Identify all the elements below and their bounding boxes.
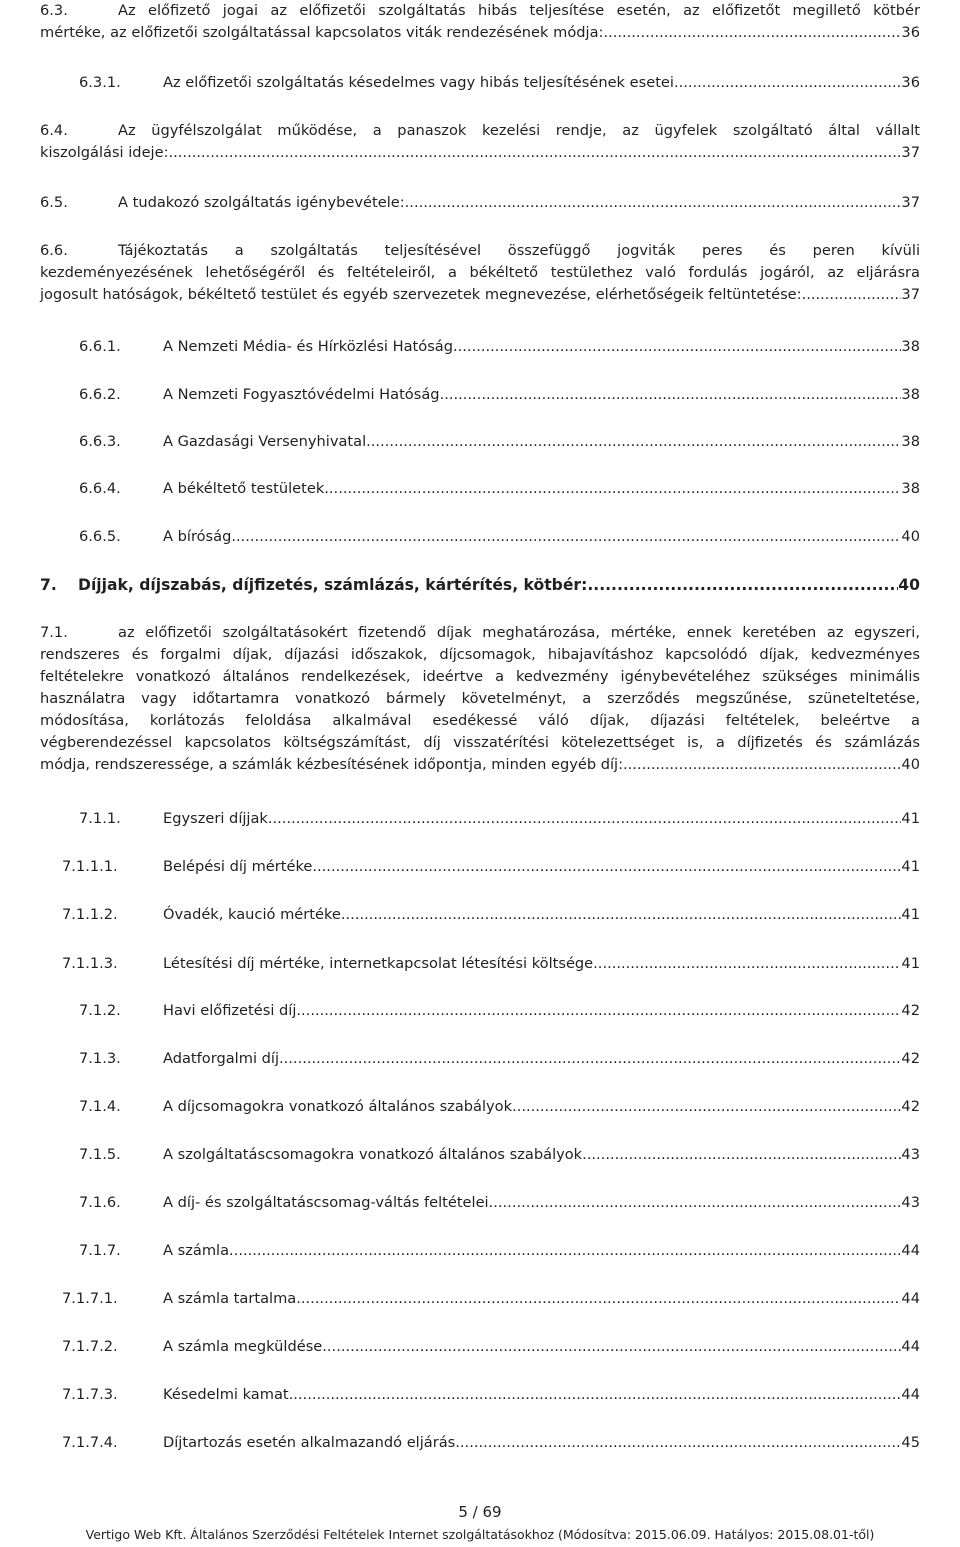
toc-number: 7.1.1.3. bbox=[62, 955, 118, 972]
toc-title: Tájékoztatás a szolgáltatás teljesítésével összefüggő jogviták peres és peren kívüli bbox=[118, 242, 920, 259]
toc-number: 6.6. bbox=[40, 242, 68, 259]
toc-title: A díjcsomagokra vonatkozó általános szabályok bbox=[163, 1098, 513, 1115]
toc-page: 36 bbox=[901, 74, 920, 91]
toc-entry-6-3[interactable] bbox=[40, 0, 920, 44]
toc-leader bbox=[296, 1288, 901, 1310]
toc-leader bbox=[322, 1336, 901, 1358]
toc-leader bbox=[453, 336, 901, 358]
toc-page: 42 bbox=[901, 1050, 920, 1067]
toc-entry-7-1-7[interactable] bbox=[79, 1240, 920, 1262]
toc-number: 7.1.6. bbox=[79, 1194, 121, 1211]
toc-entry-6-6[interactable] bbox=[40, 240, 920, 306]
toc-number: 6.6.3. bbox=[79, 433, 121, 450]
toc-number: 6.6.2. bbox=[79, 386, 121, 403]
toc-entry-7-1-5[interactable] bbox=[79, 1144, 920, 1166]
toc-leader bbox=[324, 478, 901, 500]
toc-title: Az előfizetői szolgáltatás késedelmes vagy hibás teljesítésének esetei bbox=[163, 74, 674, 91]
toc-entry-7-1-1[interactable] bbox=[79, 808, 920, 830]
toc-leader bbox=[231, 526, 901, 548]
toc-title: az előfizetői szolgáltatásokért fizetendő díjak meghatározása, mértéke, ennek keretében az egyszeri, bbox=[118, 624, 920, 641]
toc-page: 43 bbox=[901, 1146, 920, 1163]
toc-number: 7.1.5. bbox=[79, 1146, 121, 1163]
toc-leader bbox=[341, 904, 902, 926]
toc-number: 7.1.1.2. bbox=[62, 906, 118, 923]
toc-title-cont: rendszeres és forgalmi díjak, díjazási időszakok, díjcsomagok, hibajavításhoz kapcsolódó díjak, kedvezményes bbox=[40, 646, 920, 663]
toc-entry-7-1-3[interactable] bbox=[79, 1048, 920, 1070]
toc-number: 6.3. bbox=[40, 2, 68, 19]
toc-page: 40 bbox=[901, 756, 920, 773]
toc-number: 7.1.7.4. bbox=[62, 1434, 118, 1451]
toc-title-cont: módosítása, korlátozás feloldása alkalmával esedékessé váló díjak, díjazási feltételek, beleértve a bbox=[40, 712, 920, 729]
toc-leader bbox=[455, 1432, 901, 1454]
page-indicator: 5 / 69 bbox=[458, 1503, 502, 1521]
toc-title: A bíróság bbox=[163, 528, 232, 545]
toc-number: 7.1.7.2. bbox=[62, 1338, 118, 1355]
toc-title-cont: kezdeményezésének lehetőségéről és feltételeiről, a békéltető testülethez való fordulás jogáról, az eljárásra bbox=[40, 264, 920, 281]
toc-title: Adatforgalmi díj bbox=[163, 1050, 280, 1067]
toc-title: Létesítési díj mértéke, internetkapcsolat létesítési költsége bbox=[163, 955, 594, 972]
toc-title: Díjtartozás esetén alkalmazandó eljárás bbox=[163, 1434, 456, 1451]
toc-page: 36 bbox=[901, 24, 920, 41]
toc-number: 6.5. bbox=[40, 194, 68, 211]
toc-page: 44 bbox=[901, 1290, 920, 1307]
toc-page: 41 bbox=[901, 955, 920, 972]
toc-leader bbox=[674, 72, 901, 94]
toc-entry-7-1-1-1[interactable] bbox=[62, 856, 920, 878]
toc-title-cont: mértéke, az előfizetői szolgáltatással kapcsolatos viták rendezésének módja: bbox=[40, 24, 604, 41]
toc-page: 44 bbox=[901, 1386, 920, 1403]
toc-entry-6-5[interactable] bbox=[40, 192, 920, 214]
toc-page: 37 bbox=[901, 144, 920, 161]
toc-title-cont: jogosult hatóságok, békéltető testület és egyéb szervezetek megnevezése, elérhetőségeik feltüntetése: bbox=[40, 286, 802, 303]
toc-leader bbox=[169, 142, 902, 164]
toc-leader bbox=[623, 754, 901, 776]
toc-entry-6-6-2[interactable] bbox=[79, 384, 920, 406]
toc-number: 6.6.1. bbox=[79, 338, 121, 355]
toc-page: 45 bbox=[901, 1434, 920, 1451]
toc-page: 38 bbox=[901, 338, 920, 355]
toc-title: A Nemzeti Média- és Hírközlési Hatóság bbox=[163, 338, 454, 355]
toc-title-cont: módja, rendszeressége, a számlák kézbesítésének időpontja, minden egyéb díj: bbox=[40, 756, 624, 773]
toc-title: A szolgáltatáscsomagokra vonatkozó általános szabályok bbox=[163, 1146, 583, 1163]
toc-leader bbox=[405, 192, 902, 214]
toc-entry-7[interactable] bbox=[40, 574, 920, 596]
toc-title: A békéltető testületek bbox=[163, 480, 325, 497]
toc-title: Késedelmi kamat bbox=[163, 1386, 289, 1403]
toc-entry-7-1-6[interactable] bbox=[79, 1192, 920, 1214]
toc-title: Az előfizető jogai az előfizetői szolgáltatás hibás teljesítése esetén, az előfizetőt megillető kötbér bbox=[118, 2, 920, 19]
toc-number: 7.1.3. bbox=[79, 1050, 121, 1067]
toc-page: 43 bbox=[901, 1194, 920, 1211]
toc-number: 6.6.5. bbox=[79, 528, 121, 545]
toc-page: 38 bbox=[901, 386, 920, 403]
toc-page: 40 bbox=[901, 528, 920, 545]
toc-title-cont: használatra vagy időtartamra vonatkozó bármely követelményt, a szerződés megszűnése, szüneteltetése, bbox=[40, 690, 920, 707]
toc-number: 7.1.1.1. bbox=[62, 858, 118, 875]
toc-entry-7-1-1-2[interactable] bbox=[62, 904, 920, 926]
toc-number: 7.1.2. bbox=[79, 1002, 121, 1019]
toc-title: A számla bbox=[163, 1242, 230, 1259]
toc-page: 44 bbox=[901, 1242, 920, 1259]
toc-leader bbox=[440, 384, 902, 406]
toc-leader bbox=[512, 1096, 901, 1118]
toc-number: 6.4. bbox=[40, 122, 68, 139]
toc-leader bbox=[296, 1000, 901, 1022]
toc-entry-6-4[interactable] bbox=[40, 120, 920, 164]
toc-title-cont: feltételekre vonatkozó általános rendelkezések, ideértve a kedvezmény igénybevételéhez szükséges minimális bbox=[40, 668, 920, 685]
toc-title-cont: kiszolgálási ideje: bbox=[40, 144, 169, 161]
toc-page: 41 bbox=[901, 810, 920, 827]
toc-leader bbox=[802, 284, 902, 306]
toc-entry-6-6-4[interactable] bbox=[79, 478, 920, 500]
toc-leader bbox=[312, 856, 901, 878]
toc-leader bbox=[289, 1384, 902, 1406]
toc-number: 7.1.7. bbox=[79, 1242, 121, 1259]
toc-title: A Nemzeti Fogyasztóvédelmi Hatóság bbox=[163, 386, 440, 403]
footer-text: Vertigo Web Kft. Általános Szerződési Feltételek Internet szolgáltatásokhoz (Módosítva: 2015.06.09. Hatályos: 2015.08.01-től) bbox=[85, 1527, 875, 1542]
toc-leader bbox=[603, 22, 901, 44]
toc-page: 42 bbox=[901, 1098, 920, 1115]
toc-leader bbox=[279, 1048, 901, 1070]
toc-leader bbox=[229, 1240, 901, 1262]
toc-entry-6-6-5[interactable] bbox=[79, 526, 920, 548]
toc-title: A számla tartalma bbox=[163, 1290, 297, 1307]
toc-entry-6-6-1[interactable] bbox=[79, 336, 920, 358]
toc-page: 37 bbox=[901, 286, 920, 303]
toc-number: 7.1.4. bbox=[79, 1098, 121, 1115]
toc-entry-6-6-3[interactable] bbox=[79, 431, 920, 453]
toc-number: 6.6.4. bbox=[79, 480, 121, 497]
toc-leader bbox=[366, 431, 901, 453]
toc-number: 7.1.7.3. bbox=[62, 1386, 118, 1403]
toc-entry-7-1-4[interactable] bbox=[79, 1096, 920, 1118]
toc-number: 7.1. bbox=[40, 624, 68, 641]
toc-number: 7.1.7.1. bbox=[62, 1290, 118, 1307]
toc-page: 41 bbox=[901, 906, 920, 923]
toc-entry-7-1-2[interactable] bbox=[79, 1000, 920, 1022]
toc-title: Egyszeri díjjak bbox=[163, 810, 268, 827]
toc-title: A tudakozó szolgáltatás igénybevétele: bbox=[118, 194, 405, 211]
toc-leader bbox=[582, 1144, 901, 1166]
toc-entry-7-1[interactable] bbox=[40, 622, 920, 776]
toc-page: 42 bbox=[901, 1002, 920, 1019]
toc-entry-7-1-7-2[interactable] bbox=[62, 1336, 920, 1358]
toc-entry-7-1-7-3[interactable] bbox=[62, 1384, 920, 1406]
toc-title-cont: végberendezéssel kapcsolatos költségszámítást, díj visszatérítési kötelezettséget is, a díjfizetés és számlázás bbox=[40, 734, 920, 751]
toc-entry-6-3-1[interactable] bbox=[79, 72, 920, 94]
toc-page: 40 bbox=[898, 576, 920, 594]
toc-page: 38 bbox=[901, 433, 920, 450]
toc-title: A számla megküldése bbox=[163, 1338, 323, 1355]
toc-title: Havi előfizetési díj bbox=[163, 1002, 297, 1019]
toc-entry-7-1-7-4[interactable] bbox=[62, 1432, 920, 1454]
toc-leader bbox=[489, 1192, 902, 1214]
toc-title: Az ügyfélszolgálat működése, a panaszok kezelési rendje, az ügyfelek szolgáltató által vállalt bbox=[118, 122, 920, 139]
toc-leader bbox=[593, 953, 901, 975]
toc-number: 6.3.1. bbox=[79, 74, 121, 91]
toc-page: 38 bbox=[901, 480, 920, 497]
toc-page: 37 bbox=[901, 194, 920, 211]
toc-entry-7-1-7-1[interactable] bbox=[62, 1288, 920, 1310]
toc-page: 44 bbox=[901, 1338, 920, 1355]
toc-title: Óvadék, kaució mértéke bbox=[163, 906, 341, 923]
toc-entry-7-1-1-3[interactable] bbox=[62, 953, 920, 975]
toc-leader bbox=[587, 574, 898, 596]
toc-title: A Gazdasági Versenyhivatal bbox=[163, 433, 367, 450]
toc-title: A díj- és szolgáltatáscsomag-váltás feltételei bbox=[163, 1194, 489, 1211]
toc-title: Díjjak, díjszabás, díjfizetés, számlázás, kártérítés, kötbér: bbox=[78, 576, 588, 594]
toc-page: 41 bbox=[901, 858, 920, 875]
toc-number: 7. bbox=[40, 576, 57, 594]
toc-title: Belépési díj mértéke bbox=[163, 858, 313, 875]
toc-leader bbox=[268, 808, 902, 830]
toc-number: 7.1.1. bbox=[79, 810, 121, 827]
